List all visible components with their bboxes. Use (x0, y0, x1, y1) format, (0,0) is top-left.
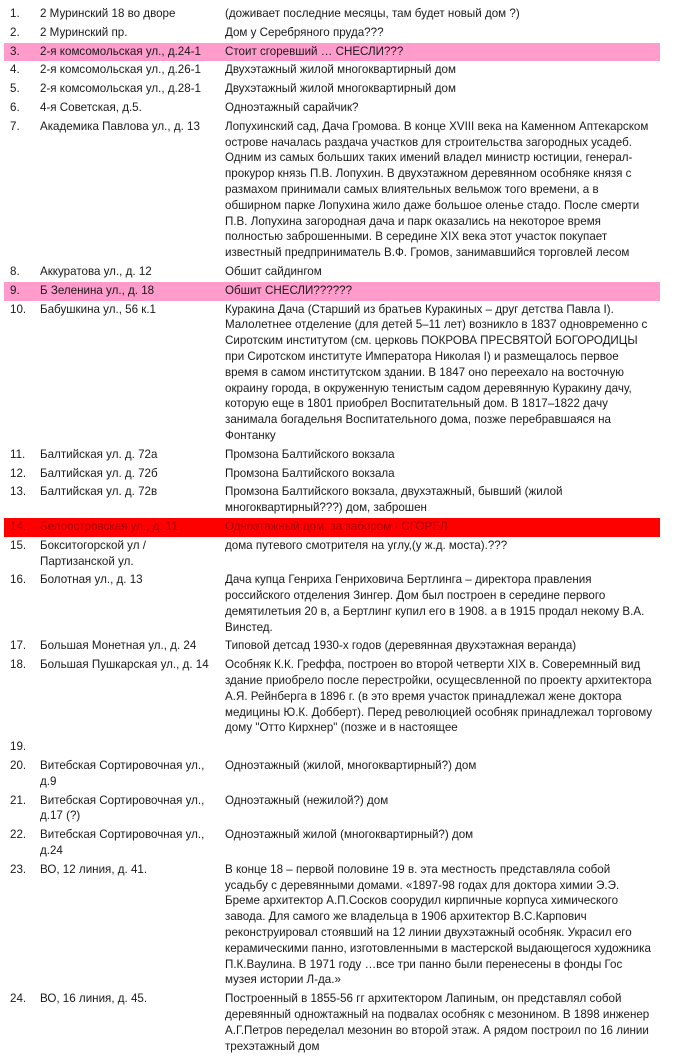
row-address: 4-я Советская, д.5. (40, 100, 142, 114)
row-number: 7. (10, 119, 20, 133)
table-row (4, 518, 660, 537)
row-address: Бокситогорской ул / Партизанской ул. (40, 538, 146, 568)
table-row (4, 826, 660, 861)
table-row (4, 5, 660, 24)
row-number: 5. (10, 82, 20, 96)
row-number: 6. (10, 100, 20, 114)
row-address: 2-я комсомольская ул., д.28-1 (40, 82, 202, 96)
row-number: 20. (10, 759, 27, 773)
table-row (4, 483, 660, 518)
table-row (4, 757, 660, 792)
row-number: 13. (10, 485, 27, 499)
row-address (40, 739, 225, 755)
row-number: 2. (10, 25, 20, 39)
row-description (225, 739, 660, 755)
row-description: Двухэтажный жилой многоквартирный дом (225, 82, 456, 96)
row-address: ВО, 12 линия, д. 41. (40, 862, 148, 876)
row-description: Обшит СНЕСЛИ?????? (225, 283, 353, 297)
row-address: Белоостровская ул., д. 11 (40, 519, 178, 533)
row-description: Одноэтажный дом, за забором - СГОРЕЛ (225, 519, 448, 533)
table-row (4, 738, 660, 757)
row-number: 23. (10, 862, 27, 876)
row-description: Стоит сгоревший … СНЕСЛИ??? (225, 44, 404, 58)
row-number: 3. (10, 44, 20, 58)
row-description: Обшит сайдингом (225, 264, 322, 278)
row-number: 17. (10, 639, 27, 653)
row-address: Витебская Сортировочная ул., д.17 (?) (40, 793, 205, 823)
table-row (4, 571, 660, 637)
row-description: Особняк К.К. Греффа, построен во второй четверти XIX в. Соверемнный вид здание приобрело после перестройки, осущесвленной по проекту архитектора А.Я. Рейнберга в 1896 г. (в это время участок принадлежал жене доктора медицины Ю.К. Добберт). Перед революцией особняк принадлежал торговому дому "Отто Кирхнер" (позже и в настоящее (225, 658, 653, 735)
row-description: Построенный в 1855-56 гг архитектором Лапиным, он представлял собой деревянный одножтажный на подвалах особняк с мезонином. В 1898 инженер А.Г.Петров переделал мезонин во второй этаж. А рядом построил по 16 линии трехэтажный дом (225, 992, 650, 1053)
table-row (4, 263, 660, 282)
row-number: 15. (10, 538, 27, 552)
table-row (4, 792, 660, 827)
row-description: Промзона Балтийского вокзала (225, 447, 395, 461)
table-row (4, 24, 660, 43)
row-address: Большая Пушкарская ул., д. 14 (40, 658, 209, 672)
row-description: Лопухинский сад, Дача Громова. В конце XVIII века на Каменном Аптекарском острове началась раздача участков для строительства загородных усадеб. Одним из самых больших таких имений владел министр юстиции, генерал-прокурор князь П.В. Лопухин. В двухэтажном деревянном особняке князя с размахом принимали самых влиятельных вельмож того времени, а в обширном парке Лопухина жило даже большое оленье стадо. После смерти П.В. Лопухина загородная дача и парк оказались на некоторое время полностью заброшенными. В середине XIX века этот участок покупает известный предприниматель В.Ф. Громов, занимавшийся торговлей лесом (225, 119, 649, 260)
row-address: Витебская Сортировочная ул., д.9 (40, 759, 205, 788)
row-address: 2-я комсомольская ул., д.24-1 (40, 44, 202, 58)
row-description: Одноэтажный жилой (многоквартирный?) дом (225, 828, 474, 842)
row-address: Академика Павлова ул., д. 13 (40, 119, 200, 133)
row-description: Одноэтажный (нежилой?) дом (225, 793, 389, 807)
table-row (4, 637, 660, 656)
table-row (4, 537, 660, 572)
row-number: 12. (10, 466, 27, 480)
row-number: 10. (10, 302, 27, 316)
row-description: (доживает последние месяцы, там будет новый дом ?) (225, 7, 520, 20)
row-description: Промзона Балтийского вокзала (225, 466, 395, 480)
row-address: 2-я комсомольская ул., д.26-1 (40, 63, 202, 77)
row-description: Типовой детсад 1930-х годов (деревянная двухэтажная веранда) (225, 639, 577, 653)
table-row (4, 656, 660, 738)
row-address: Витебская Сортировочная ул., д.24 (40, 828, 205, 858)
table-row (4, 861, 660, 990)
row-address: Б Зеленина ул., д. 18 (40, 283, 155, 297)
row-address: Бабушкина ул., 56 к.1 (40, 302, 156, 316)
row-number: 18. (10, 658, 27, 672)
table-row (4, 282, 660, 301)
row-description: Дом у Серебряного пруда??? (225, 25, 384, 39)
row-number: 14. (10, 519, 27, 533)
row-number: 19. (10, 740, 27, 754)
table-row (4, 118, 660, 263)
row-number: 11. (10, 447, 26, 461)
table-row (4, 446, 660, 465)
row-number: 22. (10, 828, 27, 842)
row-description: дома путевого смотрителя на углу,(у ж.д. моста).??? (225, 538, 508, 552)
row-address: 2 Муринский 18 во дворе (40, 7, 176, 20)
row-number: 1. (10, 7, 20, 20)
row-description: Промзона Балтийского вокзала, двухэтажный, бывший (жилой многоквартирный???) дом, заброшен (225, 485, 563, 515)
row-description: Дача купца Генриха Генриховича Бертлинга – директора правления российского отделения Зингер. Дом был построен в середине первого демятилетьия 20 в, а Бертлинг купил его в 1908. а в 1915 продал некому В.А. Винстед. (225, 573, 645, 634)
row-address: Большая Монетная ул., д. 24 (40, 639, 197, 653)
table-row (4, 80, 660, 99)
row-number: 8. (10, 264, 20, 278)
row-number: 21. (10, 793, 27, 807)
row-description: Одноэтажный сарайчик? (225, 100, 359, 114)
row-address: Балтийская ул. д. 72в (40, 485, 158, 499)
row-address: Балтийская ул. д. 72а (40, 447, 158, 461)
row-address: Болотная ул., д. 13 (40, 573, 143, 587)
row-description: Куракина Дача (Старший из братьев Куракиных – друг детства Павла I). Малолетнее отделение (для детей 5–11 лет) возникло в 1837 одновременно с Сиротским институтом (см. церковь ПОКРОВА ПРЕСВЯТОЙ БОГОРОДИЦЫ при Сиротском институте Императора Николая I) и размещалось первое время в самом институтском здании. В 1847 оно переехало на восточную окраину города, в окруженную тенистым садом деревянную Куракину дачу, которую еще в 1801 приобрел Воспитательный дом. В 1817–1822 дачу занимала богадельня Воспитательного дома, позже перебравшаяся на Фонтанку (225, 302, 648, 442)
row-address: 2 Муринский пр. (40, 25, 128, 39)
row-address: Балтийская ул. д. 72б (40, 466, 158, 480)
table-row (4, 465, 660, 484)
table-row (4, 990, 660, 1056)
table-row (4, 61, 660, 80)
row-description: В конце 18 – первой половине 19 в. эта местность представляла собой усадьбу с деревянными домами. «1897-98 годах для доктора химии Э.Э. Бреме архитектор А.П.Сосков соорудил кирпичные корпуса химического завода. Для самого же владельца в 1906 архитектор В.С.Карпович реконструировал стоявший на 12 линии двухэтажный особняк. Украсил его керамическими панно, изготовленными в мастерской выдающегося художника П.К.Ваулина. В 1971 году …все три панно были перенесены в фонды Гос музея истории Л-да.» (225, 862, 651, 987)
table-row (4, 301, 660, 446)
table-row (4, 99, 660, 118)
row-description: Двухэтажный жилой многоквартирный дом (225, 63, 456, 77)
table-row (4, 43, 660, 62)
row-number: 16. (10, 573, 27, 587)
row-address: ВО, 16 линия, д. 45. (40, 992, 148, 1006)
row-number: 24. (10, 992, 27, 1006)
row-description: Одноэтажный (жилой, многоквартирный?) дом (225, 759, 477, 773)
row-number: 9. (10, 283, 20, 297)
row-address: Аккуратова ул., д. 12 (40, 264, 152, 278)
row-number: 4. (10, 63, 20, 77)
